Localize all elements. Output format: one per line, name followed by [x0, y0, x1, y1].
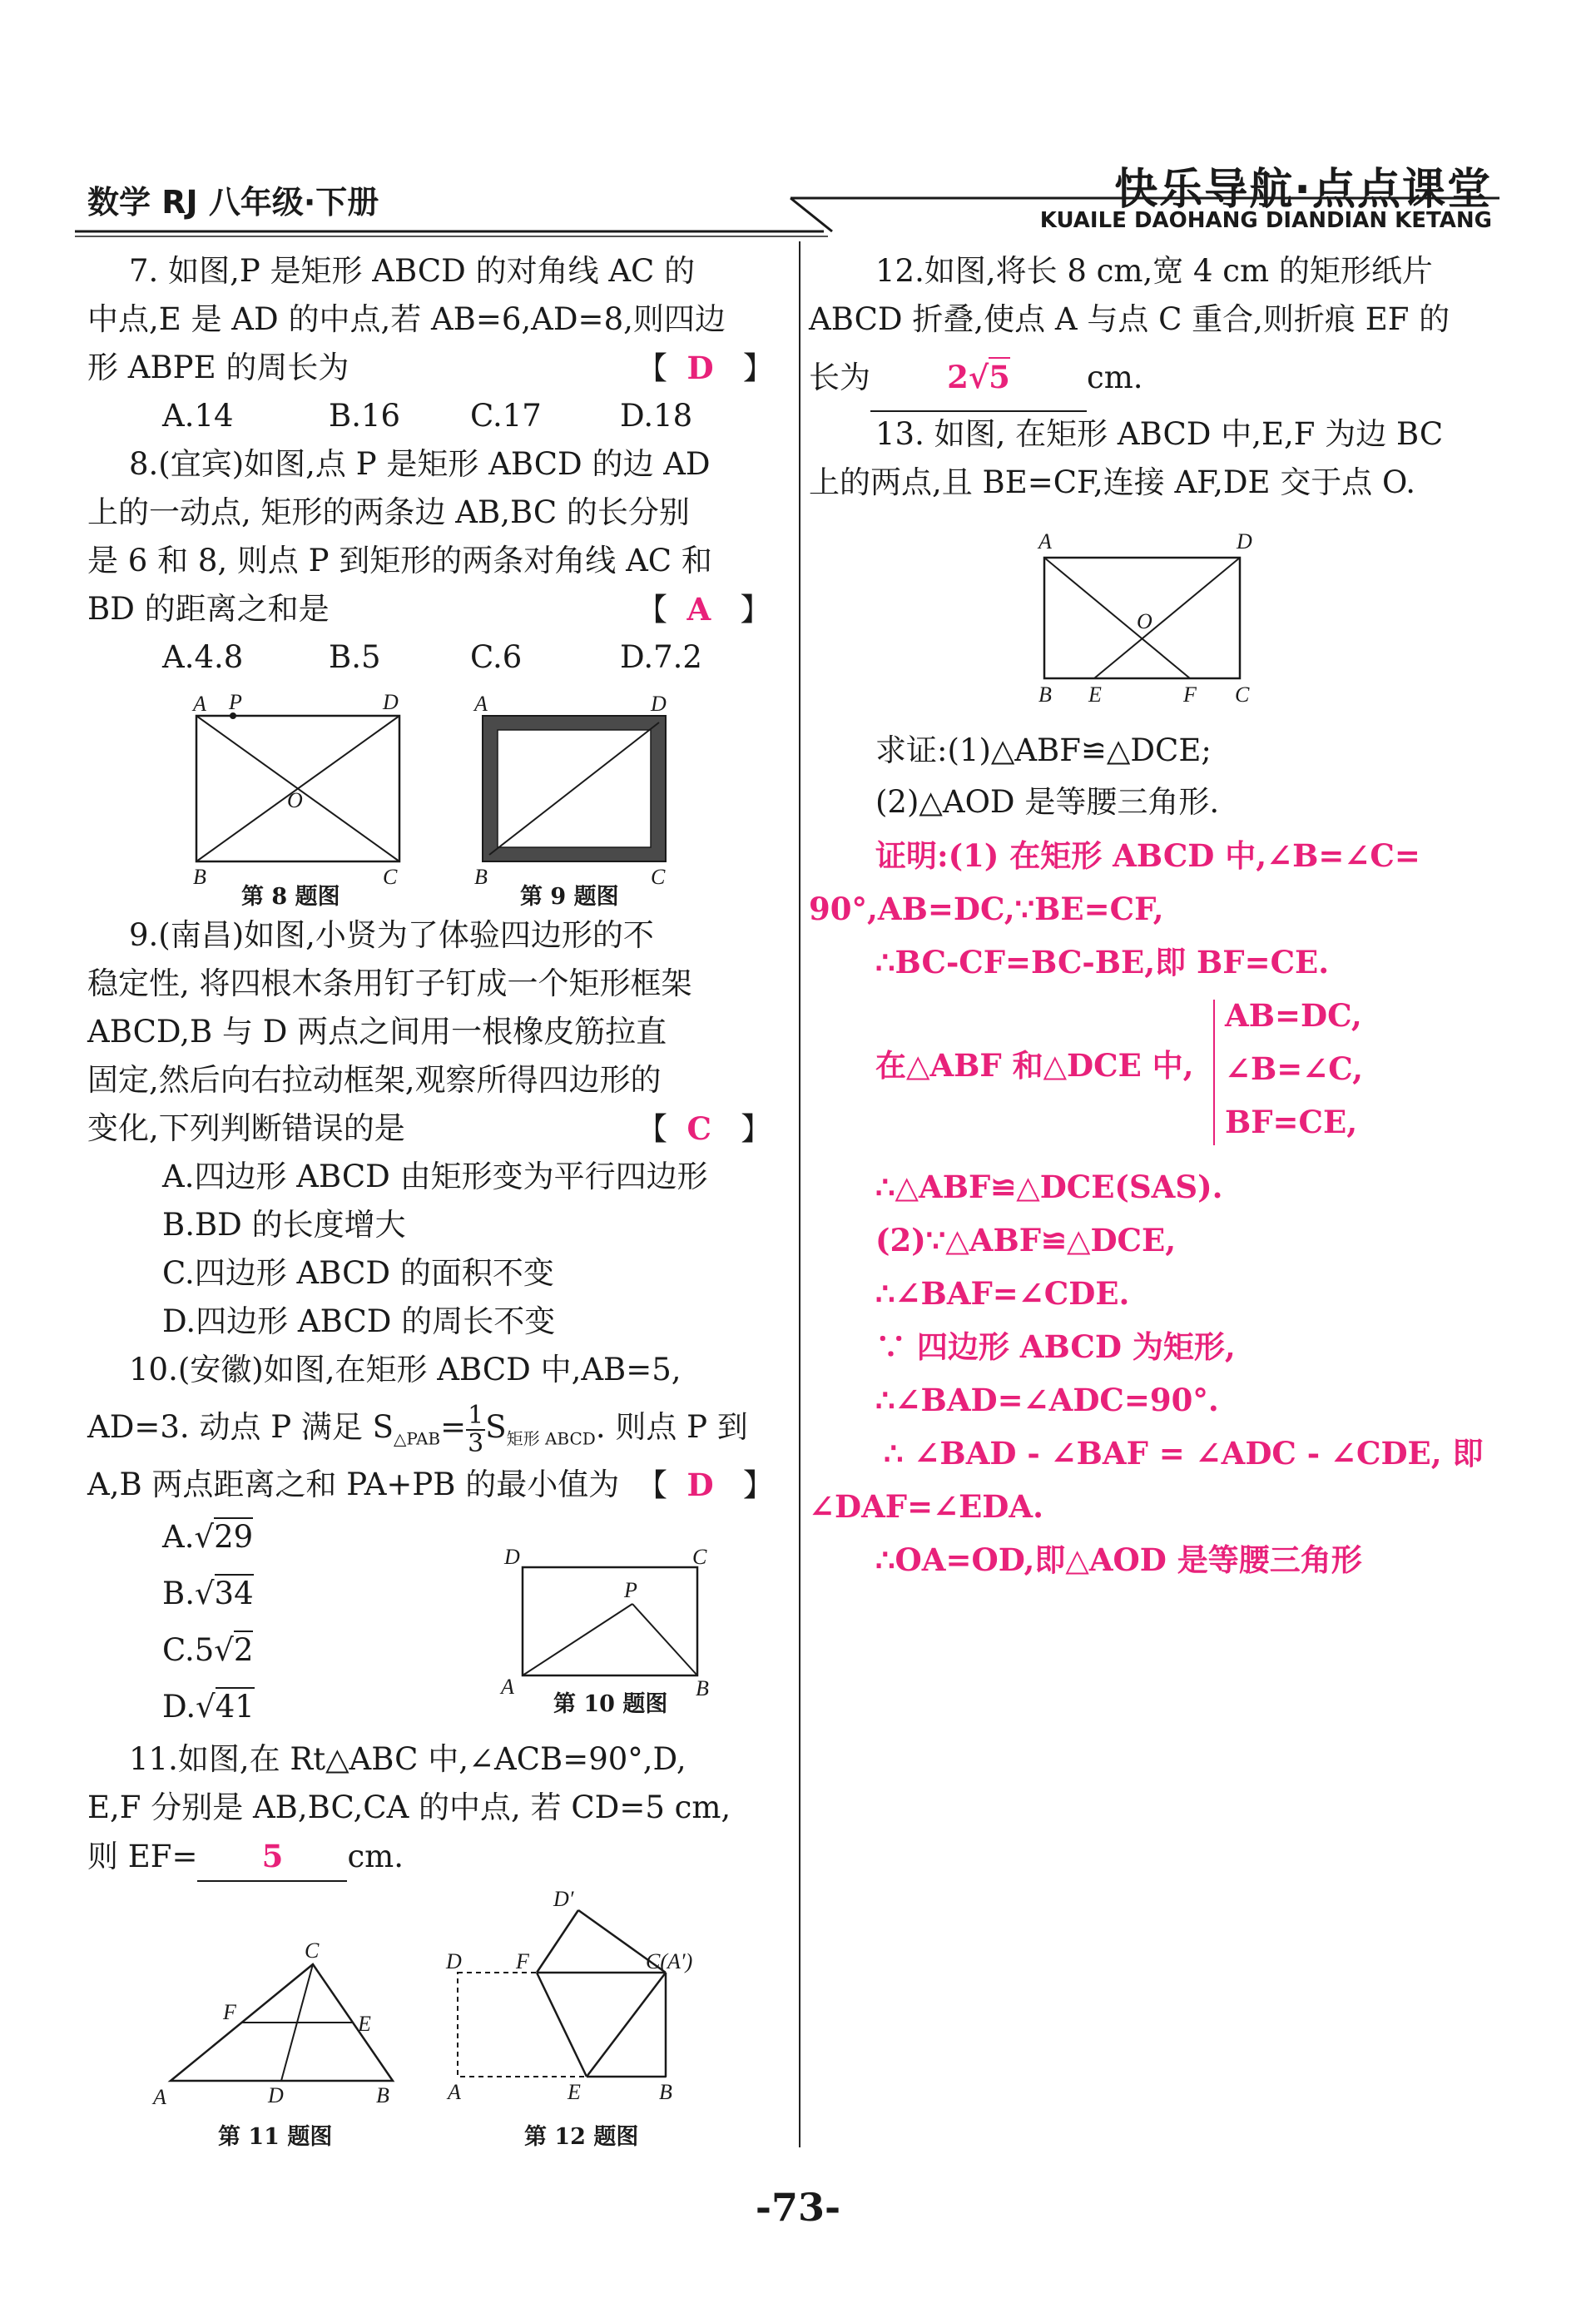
answer-coefficient: 2	[947, 359, 969, 395]
q9-line-1: 9.(南昌)如图,小贤为了体验四边形的不	[129, 917, 654, 953]
fig12-caption: 第 12 题图	[524, 2124, 639, 2150]
q7-answer: D	[686, 350, 714, 386]
q10-text-a: AD=3. 动点 P 满足 S	[87, 1409, 394, 1445]
q10-fraction	[466, 1402, 485, 1457]
bracket-left: 【	[637, 1467, 667, 1503]
q7-line-3	[87, 344, 778, 392]
proof-line-3: ∴BC-CF=BC-BE,即 BF=CE.	[875, 944, 1330, 980]
q9-line-2: 稳定性, 将四根木条用钉子钉成一个矩形框架	[87, 965, 692, 1001]
proof-cond-1: AB=DC,	[1225, 997, 1362, 1034]
figure-12	[441, 1889, 724, 2122]
fig13-label-a: A	[1038, 529, 1052, 553]
fig11-label-f: F	[223, 2000, 236, 2024]
option-label: A.	[162, 1519, 195, 1555]
fig12-label-e: E	[568, 2080, 581, 2104]
answer-radicand: 5	[989, 359, 1010, 395]
left-column	[87, 247, 778, 682]
q12-line-2: ABCD 折叠,使点 A 与点 C 重合,则折痕 EF 的	[809, 301, 1450, 337]
q8-line-3: 是 6 和 8, 则点 P 到矩形的两条对角线 AC 和	[87, 543, 712, 578]
option-label: B.	[162, 1576, 195, 1611]
fig13-label-b: B	[1038, 683, 1052, 707]
q13-prove-1: 求证:(1)△ABF≌△DCE;	[875, 732, 1212, 768]
q10-option-d: D.√41	[162, 1689, 255, 1725]
brace	[1213, 1000, 1225, 1145]
q10-text: A,B 两点距离之和 PA+PB 的最小值为	[87, 1467, 620, 1502]
fraction-denominator: 3	[468, 1428, 484, 1458]
fig12-label-dprime: D′	[553, 1889, 574, 1911]
fig10-label-d: D	[504, 1545, 520, 1569]
q7-option-c: C.17	[470, 398, 542, 434]
fig8-label-a: A	[193, 692, 206, 716]
proof-line-2: 90°,AB=DC,∵BE=CF,	[809, 891, 1164, 927]
proof-line-9: ∴∠BAD=∠ADC=90°.	[875, 1382, 1219, 1418]
proof-line-5: ∴△ABF≌△DCE(SAS).	[875, 1169, 1223, 1205]
q11-unit: cm.	[347, 1839, 404, 1874]
fig12-label-f: F	[516, 1949, 529, 1973]
fig10-label-c: C	[692, 1545, 707, 1569]
proof-line-1: 证明:(1) 在矩形 ABCD 中,∠B=∠C=	[875, 837, 1420, 874]
proof-cond-3: BF=CE,	[1225, 1104, 1358, 1140]
q8-answer: A	[686, 591, 711, 628]
right-column	[809, 247, 1499, 507]
q7-option-d: D.18	[620, 398, 693, 434]
q12-line-1: 12.如图,将长 8 cm,宽 4 cm 的矩形纸片	[875, 253, 1433, 289]
fig8-caption: 第 8 题图	[241, 884, 340, 910]
fig11-label-e: E	[358, 2012, 371, 2036]
q10-answer: D	[686, 1467, 714, 1503]
q13-prove-2: (2)△AOD 是等腰三角形.	[875, 784, 1220, 820]
radicand: 29	[214, 1519, 254, 1555]
proof-line-11: ∠DAF=∠EDA.	[809, 1488, 1043, 1525]
proof-cond-2: ∠B=∠C,	[1225, 1050, 1363, 1087]
radicand: 41	[215, 1689, 255, 1725]
q9-line-5	[87, 1104, 778, 1153]
figure-9	[466, 691, 682, 899]
brand-title: 快乐导航·点点课堂	[1114, 165, 1492, 215]
fig10-caption: 第 10 题图	[553, 1691, 668, 1717]
figure-11	[150, 1939, 416, 2114]
q10-line-3	[87, 1461, 778, 1509]
q9-answer: C	[686, 1110, 711, 1147]
fig10-label-b: B	[696, 1676, 709, 1698]
fig13-label-e: E	[1088, 683, 1102, 707]
fig10-label-p: P	[624, 1578, 637, 1602]
bracket-right: 】	[740, 592, 771, 628]
q10-text-s: S	[485, 1409, 507, 1445]
q9-text: 变化,下列判断错误的是	[87, 1110, 405, 1146]
q10-option-a: A.√29	[162, 1519, 254, 1555]
radicand: 34	[214, 1576, 254, 1611]
q9-option-b: B.BD 的长度增大	[162, 1207, 406, 1243]
q8-line-4	[87, 585, 778, 633]
q9-answer-bracket	[637, 1104, 771, 1154]
q7-text: 形 ABPE 的周长为	[87, 350, 349, 385]
q9-line-3: ABCD,B 与 D 两点之间用一根橡皮筋拉直	[87, 1014, 667, 1050]
bracket-left: 【	[637, 350, 667, 386]
figure-8	[183, 691, 408, 899]
q10-line-1: 10.(安徽)如图,在矩形 ABCD 中,AB=5,	[129, 1352, 682, 1387]
q7-options	[87, 392, 778, 440]
fig9-label-c: C	[651, 865, 666, 889]
fig13-label-c: C	[1235, 683, 1250, 707]
q9-option-c: C.四边形 ABCD 的面积不变	[162, 1255, 554, 1291]
fig8-label-b: B	[193, 865, 206, 889]
figure-13	[1024, 529, 1273, 712]
q13-line-1: 13. 如图, 在矩形 ABCD 中,E,F 为边 BC	[875, 416, 1444, 452]
proof-line-4: 在△ABF 和△DCE 中,	[875, 1047, 1194, 1084]
q12-text: 长为	[809, 360, 870, 395]
fig10-label-a: A	[501, 1675, 514, 1698]
q8-line-1: 8.(宜宾)如图,点 P 是矩形 ABCD 的边 AD	[129, 446, 711, 482]
q10-answer-bracket	[637, 1461, 774, 1510]
fig13-label-d: D	[1237, 529, 1252, 553]
proof-line-8: ∵ 四边形 ABCD 为矩形,	[875, 1328, 1236, 1365]
bracket-right: 】	[742, 1467, 774, 1503]
brand-subtitle: KUAILE DAOHANG DIANDIAN KETANG	[1039, 208, 1492, 233]
fig11-label-a: A	[153, 2085, 166, 2109]
fig12-label-ca: C(A′)	[646, 1949, 693, 1973]
q9-option-d: D.四边形 ABCD 的周长不变	[162, 1303, 556, 1339]
q8-option-b: B.5	[329, 639, 381, 675]
proof-line-12: ∴OA=OD,即△AOD 是等腰三角形	[875, 1541, 1362, 1578]
option-label: C.5	[162, 1632, 215, 1668]
fraction-numerator: 1	[468, 1400, 484, 1430]
q9-option-a: A.四边形 ABCD 由矩形变为平行四边形	[162, 1159, 708, 1194]
q12-answer: 2√5	[870, 344, 1087, 412]
q11-line-1: 11.如图,在 Rt△ABC 中,∠ACB=90°,D,	[129, 1741, 686, 1777]
q7-line-2: 中点,E 是 AD 的中点,若 AB=6,AD=8,则四边	[87, 301, 726, 337]
fig13-label-o: O	[1137, 609, 1152, 633]
proof-condition-block	[809, 991, 1499, 1158]
fig11-label-b: B	[376, 2083, 389, 2107]
fig12-label-a: A	[448, 2080, 461, 2104]
fig12-label-d: D	[446, 1949, 462, 1973]
q12-line-3	[809, 344, 1499, 410]
bracket-left: 【	[637, 1111, 667, 1147]
q8-option-d: D.7.2	[620, 639, 702, 675]
q11-answer: 5	[197, 1832, 347, 1882]
proof-line-7: ∴∠BAF=∠CDE.	[875, 1275, 1130, 1312]
q11-text: 则 EF=	[87, 1839, 198, 1874]
q10-option-b: B.√34	[162, 1576, 254, 1611]
q8-line-2: 上的一动点, 矩形的两条边 AB,BC 的长分别	[87, 494, 690, 530]
q12-unit: cm.	[1087, 360, 1143, 395]
right-column-lower	[809, 727, 1499, 1584]
q10-option-c: C.5√2	[162, 1632, 254, 1668]
fig8-label-d: D	[383, 691, 399, 714]
q7-option-b: B.16	[329, 398, 401, 434]
bracket-right: 】	[742, 350, 774, 386]
figure-10	[499, 1544, 724, 1698]
q7-answer-bracket	[637, 344, 774, 393]
q8-options	[87, 633, 778, 682]
fig13-label-f: F	[1183, 683, 1197, 707]
proof-line-6: (2)∵△ABF≌△DCE,	[875, 1222, 1177, 1258]
q10-line-2	[87, 1394, 778, 1461]
q8-option-a: A.4.8	[162, 639, 244, 675]
fig9-label-a: A	[474, 692, 488, 716]
q11-line-2: E,F 分别是 AB,BC,CA 的中点, 若 CD=5 cm,	[87, 1789, 731, 1825]
header-rule	[75, 190, 1523, 240]
q10-text-d: . 则点 P 到	[595, 1409, 748, 1445]
radicand: 2	[233, 1632, 254, 1668]
fig9-caption: 第 9 题图	[520, 884, 619, 910]
fig12-label-b: B	[659, 2080, 672, 2104]
q7-line-1: 7. 如图,P 是矩形 ABCD 的对角线 AC 的	[129, 253, 696, 289]
fig9-label-d: D	[651, 692, 667, 716]
q13-line-2: 上的两点,且 BE=CF,连接 AF,DE 交于点 O.	[809, 464, 1415, 500]
fig11-label-c: C	[305, 1939, 320, 1963]
q11-line-3	[87, 1832, 778, 1882]
fig11-label-d: D	[268, 2083, 284, 2107]
q10-equals: =	[440, 1409, 467, 1445]
fig11-caption: 第 11 题图	[218, 2124, 333, 2150]
q7-option-a: A.14	[162, 398, 234, 434]
left-column-lower	[87, 911, 778, 1882]
fig9-label-b: B	[474, 865, 488, 889]
fig8-label-p: P	[229, 691, 242, 714]
q10-sub-rect: 矩形 ABCD	[506, 1428, 596, 1449]
q8-answer-bracket	[637, 585, 771, 634]
option-label: D.	[162, 1689, 196, 1725]
proof-line-10: ∴ ∠BAD - ∠BAF = ∠ADC - ∠CDE, 即	[884, 1435, 1484, 1472]
q9-line-4: 固定,然后向右拉动框架,观察所得四边形的	[87, 1062, 662, 1098]
fig8-label-o: O	[287, 788, 303, 812]
bracket-right: 】	[741, 1111, 772, 1147]
column-divider	[799, 241, 800, 2147]
q8-text: BD 的距离之和是	[87, 591, 330, 627]
q10-sub-pab: △PAB	[393, 1428, 441, 1449]
page-number: -73-	[755, 2185, 841, 2230]
bracket-left: 【	[637, 592, 667, 628]
book-title: 数学 RJ 八年级·下册	[87, 184, 379, 221]
q8-option-c: C.6	[470, 639, 523, 675]
fig8-label-c: C	[383, 865, 398, 889]
